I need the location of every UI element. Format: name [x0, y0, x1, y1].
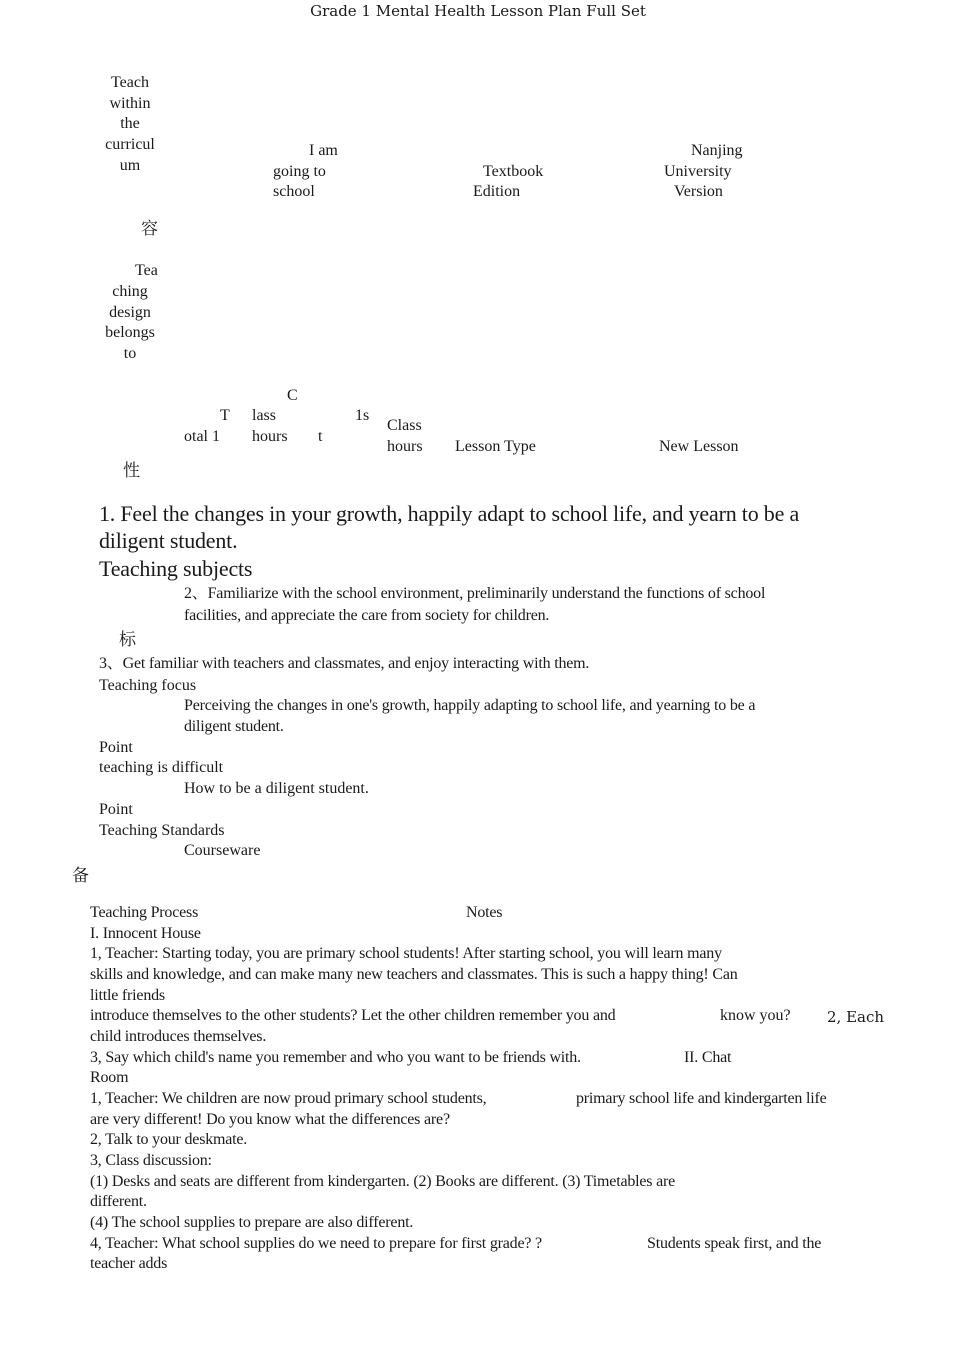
- process-line: 2, Talk to your deskmate.: [90, 1131, 248, 1148]
- design-label-line: ching: [112, 283, 148, 300]
- curriculum-label-line: Teach: [111, 74, 149, 91]
- objective-3: 3、Get familiar with teachers and classmates, and enjoy interacting with them.: [99, 655, 590, 672]
- process-line: (1) Desks and seats are different from kindergarten. (2) Books are different. (3) Timetables are: [90, 1173, 676, 1190]
- process-header-left: Teaching Process: [90, 904, 199, 921]
- class-hours-label-line: Class: [387, 417, 422, 434]
- curriculum-label-line: the: [120, 115, 140, 132]
- teaching-difficulty-text: How to be a diligent student.: [184, 780, 369, 797]
- objectives-cjk-char: 标: [119, 630, 136, 650]
- process-line: introduce themselves to the other students? Let the other children remember you and: [90, 1007, 616, 1024]
- lesson-title-line: going to: [273, 163, 326, 180]
- standards-cjk-char: 备: [72, 866, 89, 886]
- design-label-line: to: [123, 345, 137, 362]
- teaching-subjects-label: Teaching subjects: [99, 556, 253, 581]
- process-inline: primary school life and kindergarten life: [576, 1090, 827, 1107]
- teaching-focus-label: Teaching focus: [99, 677, 197, 694]
- curriculum-label-line: um: [119, 157, 141, 174]
- process-header-right: Notes: [466, 904, 503, 921]
- total-hours-fragment: otal 1: [184, 428, 220, 445]
- class-hours-fragment: hours: [252, 428, 288, 445]
- edition-label-line: Textbook: [483, 163, 544, 180]
- class-hours-label-line: hours: [387, 438, 423, 455]
- process-line: child introduces themselves.: [90, 1028, 267, 1045]
- curriculum-label-line: curricul: [105, 136, 155, 153]
- edition-value-line: Version: [674, 183, 723, 200]
- design-label-line: Tea: [135, 262, 158, 279]
- design-label-line: design: [109, 304, 151, 321]
- teaching-standards-text: Courseware: [184, 842, 261, 859]
- class-hours-fragment: C: [287, 387, 298, 404]
- lesson-title-line: I am: [309, 142, 338, 159]
- objective-2-line: 2、Familiarize with the school environment, preliminarily understand the functions of school: [184, 585, 766, 602]
- document-header-title: Grade 1 Mental Health Lesson Plan Full Set: [310, 2, 646, 20]
- class-hours-fragment: t: [318, 428, 323, 445]
- lesson-type-value: New Lesson: [659, 438, 739, 455]
- teaching-difficulty-label: teaching is difficult: [99, 759, 224, 776]
- lesson-title-line: school: [273, 183, 315, 200]
- process-line: I. Innocent House: [90, 925, 201, 942]
- process-line: Room: [90, 1069, 129, 1086]
- process-inline: Students speak first, and the: [647, 1235, 822, 1252]
- class-hours-cjk-char: 性: [123, 461, 140, 481]
- process-line: 3, Class discussion:: [90, 1152, 212, 1169]
- curriculum-label-line: within: [109, 95, 151, 112]
- objective-1-line: diligent student.: [99, 528, 238, 553]
- process-line: little friends: [90, 987, 165, 1004]
- curriculum-cjk-char: 容: [141, 219, 158, 239]
- edition-label-line: Edition: [473, 183, 521, 200]
- process-line: 1, Teacher: We children are now proud primary school students,: [90, 1090, 487, 1107]
- point-label: Point: [99, 801, 133, 818]
- process-line: (4) The school supplies to prepare are also different.: [90, 1214, 414, 1231]
- point-label: Point: [99, 739, 133, 756]
- edition-value-line: University: [664, 163, 732, 180]
- teaching-standards-label: Teaching Standards: [99, 822, 225, 839]
- teaching-focus-text: Perceiving the changes in one's growth, happily adapting to school life, and yearning to be a: [184, 697, 756, 714]
- class-hours-fragment: 1s: [355, 407, 370, 424]
- process-line: 3, Say which child's name you remember and who you want to be friends with.: [90, 1049, 581, 1066]
- teaching-focus-text: diligent student.: [184, 718, 284, 735]
- process-line: are very different! Do you know what the differences are?: [90, 1111, 450, 1128]
- objective-2-line: facilities, and appreciate the care from society for children.: [184, 607, 550, 624]
- process-line: different.: [90, 1193, 147, 1210]
- process-inline: know you?: [720, 1007, 791, 1024]
- process-line: 4, Teacher: What school supplies do we need to prepare for first grade? ?: [90, 1235, 542, 1252]
- class-hours-fragment: lass: [252, 407, 276, 424]
- total-hours-fragment: T: [220, 407, 230, 424]
- process-inline: II. Chat: [684, 1049, 732, 1066]
- design-label-line: belongs: [105, 324, 155, 341]
- process-line: teacher adds: [90, 1255, 168, 1272]
- process-line: skills and knowledge, and can make many new teachers and classmates. This is such a happy thing! Can: [90, 966, 738, 983]
- lesson-type-label: Lesson Type: [455, 438, 536, 455]
- edition-value-line: Nanjing: [691, 142, 743, 159]
- objective-1-line: 1. Feel the changes in your growth, happily adapt to school life, and yearn to be a: [99, 501, 800, 526]
- process-inline: 2, Each: [827, 1008, 885, 1026]
- process-line: 1, Teacher: Starting today, you are primary school students! After starting school, you will learn many: [90, 945, 722, 962]
